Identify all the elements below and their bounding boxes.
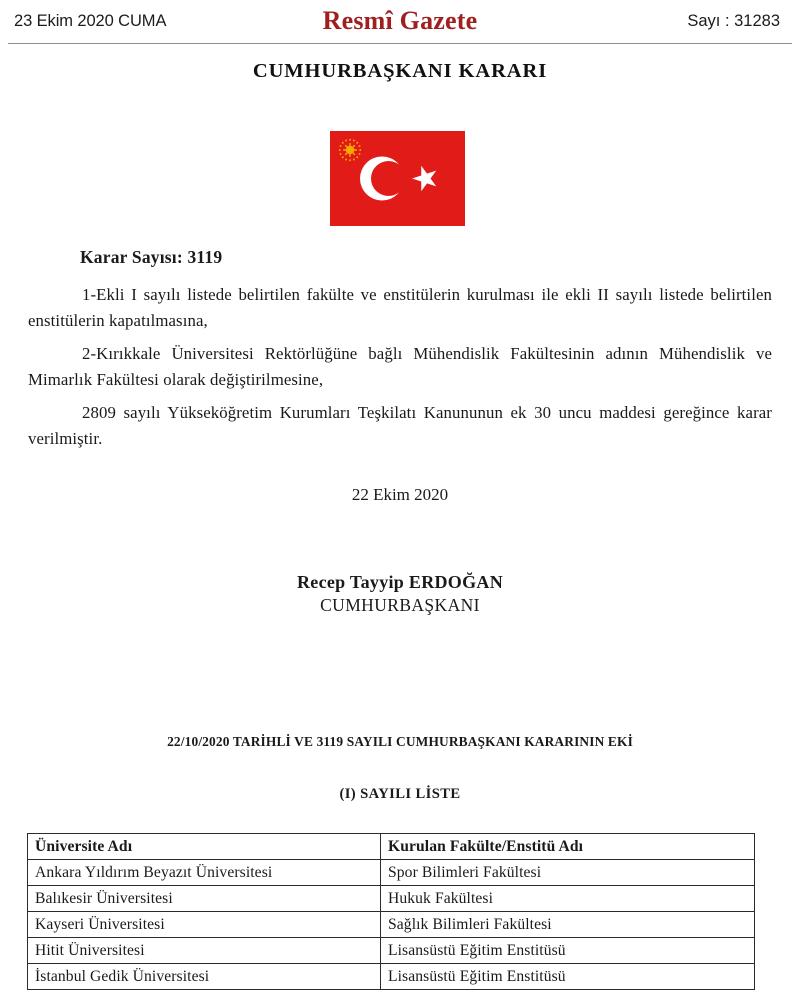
cell-faculty: Lisansüstü Eğitim Enstitüsü [381, 964, 755, 990]
cell-faculty: Hukuk Fakültesi [381, 886, 755, 912]
cell-university: İstanbul Gedik Üniversitesi [28, 964, 381, 990]
cell-university: Ankara Yıldırım Beyazıt Üniversitesi [28, 860, 381, 886]
decision-body [28, 282, 772, 452]
column-header-university: Üniversite Adı [28, 834, 381, 860]
table-header-row [28, 834, 755, 860]
column-header-faculty: Kurulan Fakülte/Enstitü Adı [381, 834, 755, 860]
table-row [28, 938, 755, 964]
decision-paragraph-1: 1-Ekli I sayılı listede belirtilen fakülte ve enstitülerin kurulması ile ekli II sayılı listede belirtilen enstitülerin kapatılmasına, [28, 285, 772, 330]
page-title: CUMHURBAŞKANI KARARI [252, 60, 548, 82]
gazette-logo: Resmî Gazete [322, 6, 478, 35]
signatory-name: Recep Tayyip ERDOĞAN [296, 572, 504, 592]
publication-date: 23 Ekim 2020 CUMA [14, 12, 167, 30]
annex-list-table [27, 833, 755, 990]
annex-heading: 22/10/2020 TARİHLİ VE 3119 SAYILI CUMHURBAŞKANI KARARININ EKİ [167, 734, 633, 749]
gazette-masthead [0, 0, 800, 44]
cell-university: Kayseri Üniversitesi [28, 912, 381, 938]
decision-paragraph-2: 2-Kırıkkale Üniversitesi Rektörlüğüne bağlı Mühendislik Fakültesinin adının Mühendislik ve Mimarlık Fakültesi olarak değiştirilmesine, [28, 344, 772, 389]
annex-subheading: (I) SAYILI LİSTE [339, 786, 461, 802]
cell-faculty: Sağlık Bilimleri Fakültesi [381, 912, 755, 938]
decision-date: 22 Ekim 2020 [351, 485, 449, 504]
issue-number: Sayı : 31283 [687, 12, 780, 30]
table-body [28, 860, 755, 990]
signature-block [0, 572, 800, 616]
cell-faculty: Spor Bilimleri Fakültesi [381, 860, 755, 886]
signatory-title: CUMHURBAŞKANI [320, 595, 480, 615]
table-row [28, 886, 755, 912]
turkish-flag-graphic [330, 131, 465, 226]
table-row [28, 964, 755, 990]
masthead-divider [8, 43, 792, 44]
cell-faculty: Lisansüstü Eğitim Enstitüsü [381, 938, 755, 964]
cell-university: Hitit Üniversitesi [28, 938, 381, 964]
decision-number: Karar Sayısı: 3119 [80, 247, 223, 267]
table-row [28, 860, 755, 886]
cell-university: Balıkesir Üniversitesi [28, 886, 381, 912]
table-row [28, 912, 755, 938]
decision-paragraph-3: 2809 sayılı Yükseköğretim Kurumları Teşkilatı Kanununun ek 30 uncu maddesi gereğince karar verilmiştir. [28, 403, 772, 448]
turkish-flag-icon [330, 131, 465, 226]
